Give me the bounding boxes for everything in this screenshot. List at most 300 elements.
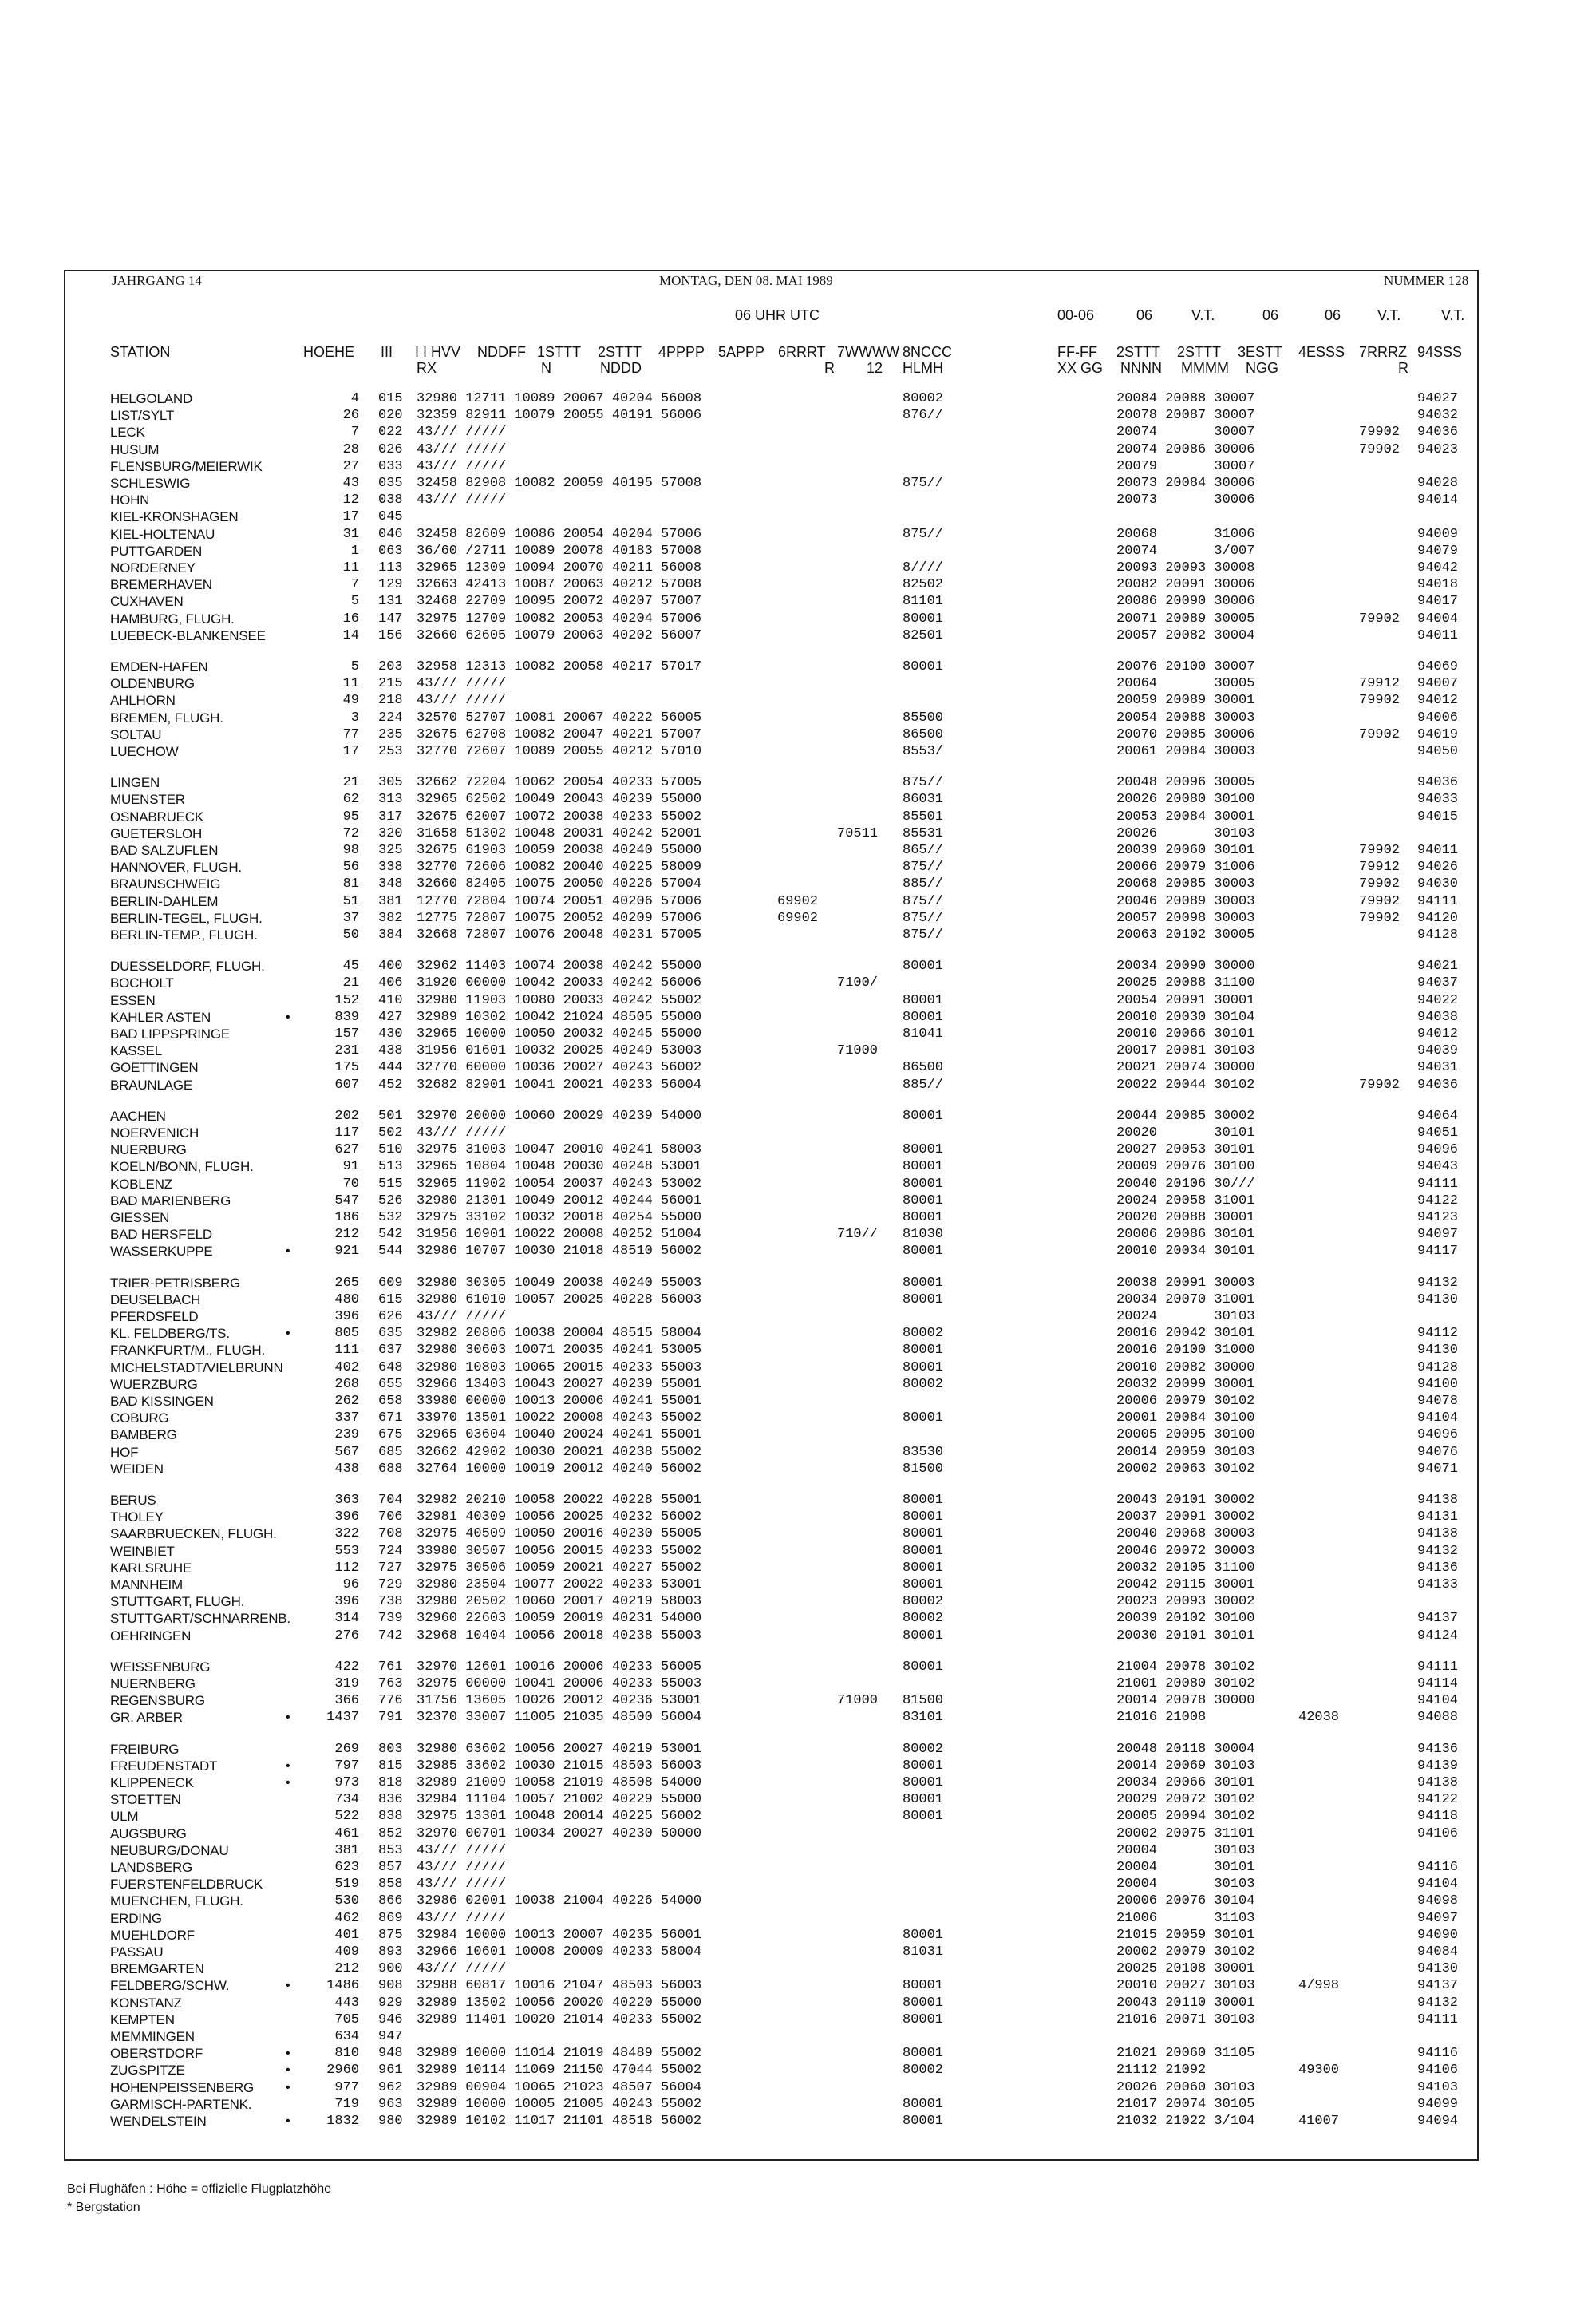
cell-v: 20016 20042 30101 xyxy=(1116,1326,1255,1342)
cell-h: 401 xyxy=(334,1927,359,1943)
cell-x: 94096 xyxy=(1417,1142,1459,1158)
table-row xyxy=(0,611,1596,628)
cell-v: 20063 20102 30005 xyxy=(1116,928,1255,943)
cell-x: 94122 xyxy=(1417,1193,1459,1208)
col-7wwww: 7WWWW xyxy=(837,344,899,360)
table-row xyxy=(0,1326,1596,1343)
station-name: SCHLESWIG xyxy=(110,476,191,491)
cell-h: 396 xyxy=(334,1509,359,1525)
cell-a: 32660 62605 10079 20063 40202 56007 xyxy=(417,627,702,643)
cell-i: 063 xyxy=(378,543,403,559)
cell-h: 461 xyxy=(334,1825,359,1841)
station-name: BREMGARTEN xyxy=(110,1961,204,1977)
cell-h: 17 xyxy=(342,509,359,525)
cell-a: 32982 20210 10058 20022 40228 55001 xyxy=(417,1493,702,1508)
cell-i: 852 xyxy=(378,1825,403,1841)
cell-i: 510 xyxy=(378,1142,403,1158)
cell-h: 117 xyxy=(334,1125,359,1141)
cell-h: 43 xyxy=(342,476,359,491)
cell-n: 80001 xyxy=(903,1577,944,1592)
cell-n: 80001 xyxy=(903,1509,944,1525)
cell-a: 32981 40309 10056 20025 40232 56002 xyxy=(417,1509,702,1525)
cell-i: 515 xyxy=(378,1176,403,1192)
cell-a: 36/60 /2711 10089 20078 40183 57008 xyxy=(417,543,702,559)
cell-n: 80001 xyxy=(903,1343,944,1359)
table-row xyxy=(0,2097,1596,2114)
table-row xyxy=(0,876,1596,893)
station-name: LIST/SYLT xyxy=(110,408,175,424)
cell-i: 235 xyxy=(378,726,403,742)
cell-v: 20093 20093 30008 xyxy=(1116,560,1255,576)
cell-x: 94028 xyxy=(1417,476,1459,491)
cell-v: 21017 20074 30105 xyxy=(1116,2096,1255,2112)
cell-h: 31 xyxy=(342,526,359,542)
cell-h: 152 xyxy=(334,992,359,1008)
cell-x: 94100 xyxy=(1417,1376,1459,1392)
station-name: KLIPPENECK xyxy=(110,1775,194,1790)
col-1sttt-sub: N xyxy=(541,360,551,376)
cell-x: 94138 xyxy=(1417,1775,1459,1790)
cell-v: 20048 20118 30004 xyxy=(1116,1741,1255,1757)
table-row xyxy=(0,1309,1596,1326)
station-name: STOETTEN xyxy=(110,1792,181,1808)
cell-i: 962 xyxy=(378,2079,403,2095)
cell-h: 1437 xyxy=(326,1710,359,1726)
cell-e: 41007 xyxy=(1298,2114,1340,2129)
cell-h: 634 xyxy=(334,2029,359,2044)
cell-h: 81 xyxy=(342,876,359,892)
cell-v: 21015 20059 30101 xyxy=(1116,1927,1255,1943)
station-name: BAD MARIENBERG xyxy=(110,1193,231,1208)
table-row xyxy=(0,459,1596,476)
cell-n: 80001 xyxy=(903,1978,944,1994)
cell-n: 81041 xyxy=(903,1026,944,1042)
cell-v: 20037 20091 30002 xyxy=(1116,1509,1255,1525)
cell-a: 32989 00904 10065 21023 48507 56004 xyxy=(417,2079,702,2095)
cell-v: 20030 20101 30101 xyxy=(1116,1628,1255,1643)
footnote-airport-height: Bei Flughäfen : Höhe = offizielle Flugplatzhöhe xyxy=(67,2182,332,2196)
station-name: GUETERSLOH xyxy=(110,825,203,841)
table-row xyxy=(0,2029,1596,2046)
cell-n: 86500 xyxy=(903,1060,944,1076)
cell-n: 80001 xyxy=(903,1628,944,1643)
issue-number: NUMMER 128 xyxy=(1384,273,1469,288)
table-row xyxy=(0,1109,1596,1125)
cell-n: 865// xyxy=(903,843,944,858)
station-name: HELGOLAND xyxy=(110,391,193,406)
cell-a: 32468 22709 10095 20072 40207 57007 xyxy=(417,594,702,610)
table-row xyxy=(0,1462,1596,1478)
station-name: BREMEN, FLUGH. xyxy=(110,710,223,726)
station-name: KEMPTEN xyxy=(110,2011,175,2027)
cell-n: 83101 xyxy=(903,1710,944,1726)
cell-v: 20004 30103 xyxy=(1116,1842,1255,1858)
cell-v: 20020 20088 30001 xyxy=(1116,1210,1255,1225)
cell-v: 20010 20030 30104 xyxy=(1116,1009,1255,1025)
cell-x: 94130 xyxy=(1417,1343,1459,1359)
cell-v: 20046 20089 30003 xyxy=(1116,893,1255,909)
cell-x: 94122 xyxy=(1417,1792,1459,1808)
cell-h: 96 xyxy=(342,1577,359,1592)
cell-n: 885// xyxy=(903,1077,944,1093)
table-row xyxy=(0,1193,1596,1210)
cell-a: 32980 61010 10057 20025 40228 56003 xyxy=(417,1291,702,1307)
station-name: REGENSBURG xyxy=(110,1693,205,1709)
cell-a: 32966 13403 10043 20027 40239 55001 xyxy=(417,1376,702,1392)
cell-h: 480 xyxy=(334,1291,359,1307)
cell-h: 1 xyxy=(350,543,359,559)
col-2sttt-sub: NDDD xyxy=(600,360,642,376)
cell-n: 81031 xyxy=(903,1944,944,1960)
col-2sttt: 2STTT xyxy=(598,344,642,360)
table-row xyxy=(0,1792,1596,1809)
cell-v: 20025 20088 31100 xyxy=(1116,975,1255,991)
cell-h: 175 xyxy=(334,1060,359,1076)
cell-h: 519 xyxy=(334,1877,359,1893)
cell-n: 80001 xyxy=(903,1275,944,1291)
station-name: OSNABRUECK xyxy=(110,809,204,825)
station-name: GARMISCH-PARTENK. xyxy=(110,2096,252,2112)
cell-i: 857 xyxy=(378,1860,403,1875)
cell-h: 553 xyxy=(334,1543,359,1559)
cell-n: 875// xyxy=(903,476,944,491)
cell-a: 32989 10114 11069 21150 47044 55002 xyxy=(417,2063,702,2079)
cell-v: 20070 20085 30006 xyxy=(1116,726,1255,742)
station-name: NOERVENICH xyxy=(110,1125,200,1141)
cell-i: 015 xyxy=(378,391,403,406)
table-row xyxy=(0,1775,1596,1792)
cell-v: 20014 20059 30103 xyxy=(1116,1444,1255,1460)
cell-h: 7 xyxy=(350,577,359,593)
station-name: KAHLER ASTEN xyxy=(110,1009,211,1025)
cell-i: 215 xyxy=(378,676,403,692)
cell-v: 20020 30101 xyxy=(1116,1125,1255,1141)
cell-i: 948 xyxy=(378,2046,403,2062)
table-row xyxy=(0,792,1596,809)
cell-x: 94036 xyxy=(1417,1077,1459,1093)
cell-i: 035 xyxy=(378,476,403,491)
cell-x: 94096 xyxy=(1417,1427,1459,1443)
table-row xyxy=(0,710,1596,727)
cell-v: 21006 31103 xyxy=(1116,1910,1255,1926)
cell-n: 85501 xyxy=(903,809,944,825)
cell-a: 43/// ///// xyxy=(417,693,507,709)
cell-i: 253 xyxy=(378,744,403,759)
cell-h: 37 xyxy=(342,910,359,926)
cell-i: 724 xyxy=(378,1543,403,1559)
cell-i: 947 xyxy=(378,2029,403,2044)
table-row xyxy=(0,1026,1596,1043)
mountain-station-marker: • xyxy=(286,1327,290,1341)
cell-i: 818 xyxy=(378,1775,403,1790)
cell-a: 32970 12601 10016 20006 40233 56005 xyxy=(417,1659,702,1675)
cell-i: 045 xyxy=(378,509,403,525)
cell-v: 20032 20099 30001 xyxy=(1116,1376,1255,1392)
cell-v: 20006 20086 30101 xyxy=(1116,1227,1255,1243)
cell-v: 20022 20044 30102 xyxy=(1116,1077,1255,1093)
cell-v: 20004 30103 xyxy=(1116,1877,1255,1893)
cell-h: 396 xyxy=(334,1594,359,1610)
station-name: EMDEN-HAFEN xyxy=(110,659,208,674)
cell-n: 85500 xyxy=(903,710,944,726)
cell-i: 626 xyxy=(378,1309,403,1324)
cell-h: 21 xyxy=(342,975,359,991)
cell-x: 94120 xyxy=(1417,910,1459,926)
table-row xyxy=(0,1809,1596,1825)
cell-i: 513 xyxy=(378,1159,403,1175)
cell-n: 80001 xyxy=(903,611,944,627)
cell-h: 7 xyxy=(350,425,359,441)
cell-v: 20086 20090 30006 xyxy=(1116,594,1255,610)
col-5appp: 5APPP xyxy=(718,344,765,360)
cell-n: 80001 xyxy=(903,1659,944,1675)
cell-v: 20034 20066 30101 xyxy=(1116,1775,1255,1790)
cell-i: 738 xyxy=(378,1594,403,1610)
cell-n: 80001 xyxy=(903,1193,944,1208)
cell-i: 305 xyxy=(378,775,403,791)
table-row xyxy=(0,1060,1596,1077)
cell-i: 338 xyxy=(378,860,403,876)
station-name: LANDSBERG xyxy=(110,1860,193,1875)
cell-x: 94030 xyxy=(1417,876,1459,892)
col-6rrrt: 6RRRT xyxy=(778,344,826,360)
table-row xyxy=(0,1292,1596,1309)
cell-n: 80001 xyxy=(903,1359,944,1375)
station-name: BAD HERSFELD xyxy=(110,1227,212,1243)
table-row xyxy=(0,1394,1596,1410)
cell-x: 94111 xyxy=(1417,1659,1459,1675)
table-row xyxy=(0,693,1596,710)
table-row xyxy=(0,1996,1596,2012)
cell-v: 20010 20027 30103 xyxy=(1116,1978,1255,1994)
cell-h: 319 xyxy=(334,1676,359,1691)
cell-a: 43/// ///// xyxy=(417,441,507,457)
cell-v: 20001 20084 30100 xyxy=(1116,1410,1255,1426)
cell-n: 80001 xyxy=(903,1210,944,1225)
cell-i: 026 xyxy=(378,441,403,457)
cell-h: 77 xyxy=(342,726,359,742)
cell-h: 11 xyxy=(342,560,359,576)
cell-h: 3 xyxy=(350,710,359,726)
station-name: NORDERNEY xyxy=(110,560,196,576)
table-row xyxy=(0,1676,1596,1693)
table-row xyxy=(0,1611,1596,1628)
cell-a: 32970 20000 10060 20029 40239 54000 xyxy=(417,1108,702,1124)
cell-w: 710// xyxy=(837,1227,879,1243)
cell-i: 406 xyxy=(378,975,403,991)
cell-v: 20054 20091 30001 xyxy=(1116,992,1255,1008)
cell-z: 79902 xyxy=(1359,726,1400,742)
cell-v: 20071 20089 30005 xyxy=(1116,611,1255,627)
table-row xyxy=(0,826,1596,843)
cell-v: 20053 20084 30001 xyxy=(1116,809,1255,825)
cell-i: 791 xyxy=(378,1710,403,1726)
cell-i: 739 xyxy=(378,1611,403,1627)
cell-x: 94076 xyxy=(1417,1444,1459,1460)
station-name: FELDBERG/SCHW. xyxy=(110,1978,230,1994)
table-row xyxy=(0,1526,1596,1543)
cell-v: 21016 21008 xyxy=(1116,1710,1207,1726)
cell-x: 94088 xyxy=(1417,1710,1459,1726)
table-row xyxy=(0,2080,1596,2097)
table-row xyxy=(0,1560,1596,1577)
cell-a: 43/// ///// xyxy=(417,425,507,441)
cell-a: 32965 12309 10094 20070 40211 56008 xyxy=(417,560,702,576)
cell-i: 609 xyxy=(378,1275,403,1291)
cell-h: 5 xyxy=(350,594,359,610)
cell-i: 875 xyxy=(378,1927,403,1943)
cell-a: 32458 82908 10082 20059 40195 57008 xyxy=(417,476,702,491)
cell-v: 20025 20108 30001 xyxy=(1116,1961,1255,1977)
station-name: STUTTGART, FLUGH. xyxy=(110,1594,245,1610)
station-name: WEINBIET xyxy=(110,1543,175,1559)
cell-v: 20042 20115 30001 xyxy=(1116,1577,1255,1592)
cell-a: 32370 33007 11005 21035 48500 56004 xyxy=(417,1710,702,1726)
station-name: HOHN xyxy=(110,492,150,508)
station-name: GOETTINGEN xyxy=(110,1060,199,1076)
cell-x: 94104 xyxy=(1417,1877,1459,1893)
station-name: BERLIN-TEMP., FLUGH. xyxy=(110,928,258,943)
cell-n: 80002 xyxy=(903,1376,944,1392)
cell-i: 444 xyxy=(378,1060,403,1076)
cell-z: 79912 xyxy=(1359,676,1400,692)
cell-n: 875// xyxy=(903,775,944,791)
cell-a: 32675 62708 10082 20047 40221 57007 xyxy=(417,726,702,742)
cell-a: 32770 72607 10089 20055 40212 57010 xyxy=(417,744,702,759)
cell-h: 28 xyxy=(342,441,359,457)
cell-x: 94130 xyxy=(1417,1291,1459,1307)
cell-i: 218 xyxy=(378,693,403,709)
col-1sttt: 1STTT xyxy=(537,344,582,360)
cell-i: 866 xyxy=(378,1893,403,1909)
cell-v: 20082 20091 30006 xyxy=(1116,577,1255,593)
cell-i: 131 xyxy=(378,594,403,610)
cell-n: 80001 xyxy=(903,1543,944,1559)
cell-n: 80001 xyxy=(903,659,944,674)
cell-h: 49 xyxy=(342,693,359,709)
cell-v: 21016 20071 30103 xyxy=(1116,2011,1255,2027)
cell-h: 5 xyxy=(350,659,359,674)
cell-x: 94014 xyxy=(1417,492,1459,508)
table-row xyxy=(0,1944,1596,1961)
cell-i: 410 xyxy=(378,992,403,1008)
station-name: TRIER-PETRISBERG xyxy=(110,1275,241,1291)
cell-n: 82501 xyxy=(903,627,944,643)
cell-h: 265 xyxy=(334,1275,359,1291)
cell-a: 32970 00701 10034 20027 40230 50000 xyxy=(417,1825,702,1841)
cell-h: 623 xyxy=(334,1860,359,1875)
cell-a: 43/// ///// xyxy=(417,1877,507,1893)
cell-v: 20002 20075 31101 xyxy=(1116,1825,1255,1841)
cell-a: 32675 62007 10072 20038 40233 55002 xyxy=(417,809,702,825)
cell-v: 20059 20089 30001 xyxy=(1116,693,1255,709)
col-2sttt-m: 2STTT xyxy=(1177,344,1222,360)
cell-x: 94132 xyxy=(1417,1543,1459,1559)
cell-v: 20026 30103 xyxy=(1116,825,1255,841)
cell-a: 43/// ///// xyxy=(417,676,507,692)
cell-i: 046 xyxy=(378,526,403,542)
cell-n: 80001 xyxy=(903,1995,944,2011)
station-name: KL. FELDBERG/TS. xyxy=(110,1326,230,1342)
cell-n: 80001 xyxy=(903,2114,944,2129)
station-name: FLENSBURG/MEIERWIK xyxy=(110,458,263,474)
cell-x: 94050 xyxy=(1417,744,1459,759)
cell-i: 156 xyxy=(378,627,403,643)
cell-i: 648 xyxy=(378,1359,403,1375)
station-name: FUERSTENFELDBRUCK xyxy=(110,1877,263,1893)
col-94sss: 94SSS xyxy=(1417,344,1463,360)
cell-i: 980 xyxy=(378,2114,403,2129)
cell-n: 875// xyxy=(903,893,944,909)
table-row xyxy=(0,1043,1596,1060)
table-row xyxy=(0,1659,1596,1676)
station-name: BRAUNSCHWEIG xyxy=(110,876,221,892)
cell-v: 20006 20076 30104 xyxy=(1116,1893,1255,1909)
col-ff-ff-sub: XX GG xyxy=(1057,360,1104,376)
cell-h: 977 xyxy=(334,2079,359,2095)
cell-a: 32985 33602 10030 21015 48503 56003 xyxy=(417,1758,702,1774)
table-row xyxy=(0,1360,1596,1377)
cell-i: 532 xyxy=(378,1210,403,1225)
col-3estt: 3ESTT xyxy=(1238,344,1283,360)
cell-x: 94097 xyxy=(1417,1227,1459,1243)
cell-a: 43/// ///// xyxy=(417,1309,507,1324)
station-name: WENDELSTEIN xyxy=(110,2114,207,2129)
cell-x: 94051 xyxy=(1417,1125,1459,1141)
cell-v: 20027 20053 30101 xyxy=(1116,1142,1255,1158)
table-row xyxy=(0,1078,1596,1094)
station-name: OLDENBURG xyxy=(110,676,195,692)
cell-i: 655 xyxy=(378,1376,403,1392)
mountain-station-marker: • xyxy=(286,2063,290,2078)
cell-h: 268 xyxy=(334,1376,359,1392)
station-name: PASSAU xyxy=(110,1944,164,1960)
station-name: FRANKFURT/M., FLUGH. xyxy=(110,1343,266,1359)
col-iihvv-sub: RX xyxy=(417,360,437,376)
col-3estt-sub: NGG xyxy=(1246,360,1279,376)
period-label-1: 00-06 xyxy=(1057,307,1095,323)
cell-v: 20046 20072 30003 xyxy=(1116,1543,1255,1559)
cell-i: 502 xyxy=(378,1125,403,1141)
cell-x: 94137 xyxy=(1417,1611,1459,1627)
cell-n: 80001 xyxy=(903,1792,944,1808)
cell-a: 32980 21301 10049 20012 40244 56001 xyxy=(417,1193,702,1208)
cell-v: 20048 20096 30005 xyxy=(1116,775,1255,791)
cell-x: 94128 xyxy=(1417,928,1459,943)
cell-i: 113 xyxy=(378,560,403,576)
time-utc-label: 06 UHR UTC xyxy=(735,307,820,323)
cell-n: 80001 xyxy=(903,1176,944,1192)
cell-h: 62 xyxy=(342,792,359,808)
table-row xyxy=(0,1227,1596,1244)
cell-x: 94104 xyxy=(1417,1693,1459,1709)
cell-h: 50 xyxy=(342,928,359,943)
station-name: LUEBECK-BLANKENSEE xyxy=(110,627,266,643)
cell-a: 32965 62502 10049 20043 40239 55000 xyxy=(417,792,702,808)
col-2sttt-n: 2STTT xyxy=(1116,344,1161,360)
cell-h: 12 xyxy=(342,492,359,508)
cell-z: 79902 xyxy=(1359,441,1400,457)
cell-n: 875// xyxy=(903,860,944,876)
station-name: OEHRINGEN xyxy=(110,1628,192,1643)
cell-i: 637 xyxy=(378,1343,403,1359)
cell-a: 12770 72804 10074 20051 40206 57006 xyxy=(417,893,702,909)
cell-i: 761 xyxy=(378,1659,403,1675)
cell-x: 94097 xyxy=(1417,1910,1459,1926)
cell-n: 80002 xyxy=(903,391,944,406)
table-row xyxy=(0,1911,1596,1928)
cell-i: 675 xyxy=(378,1427,403,1443)
